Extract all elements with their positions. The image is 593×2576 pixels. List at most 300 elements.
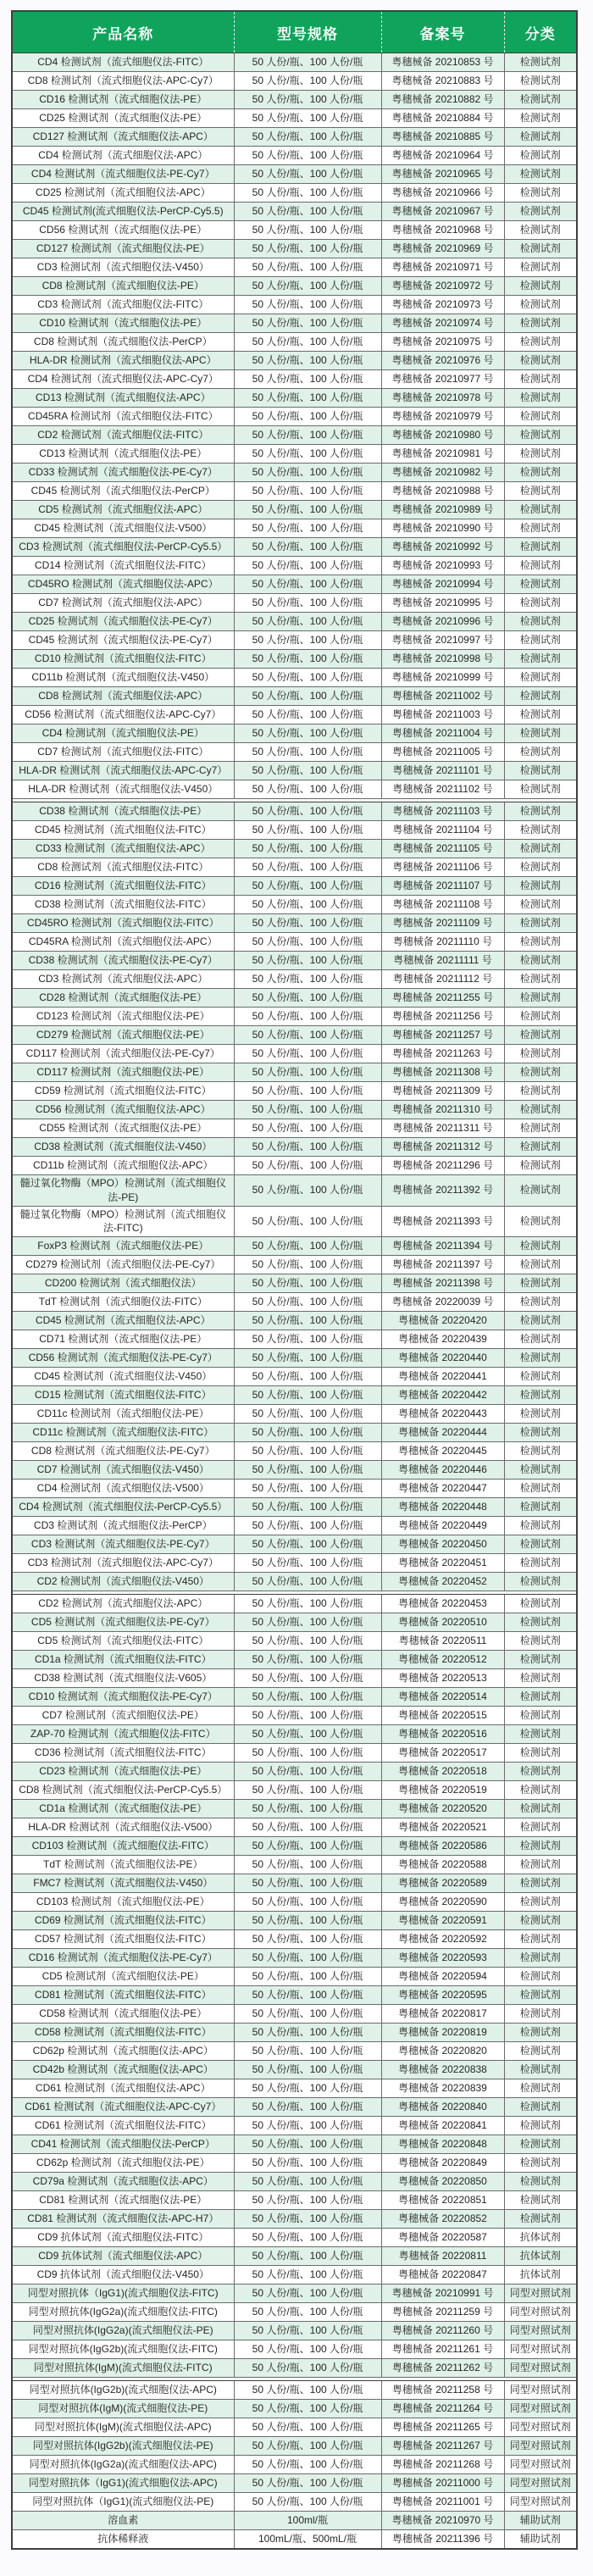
- table-row: [12, 952, 577, 970]
- table-row: [12, 2456, 577, 2474]
- spec-cell: 50 人份/瓶、100 人份/瓶: [234, 1368, 381, 1386]
- table-row: [12, 2303, 577, 2322]
- table-row: [12, 1008, 577, 1026]
- registration-cell: 粤穗械备 20210964 号: [381, 147, 504, 165]
- product-name-cell: CD15 检测试剂（流式细胞仪法-FITC）: [12, 1386, 234, 1405]
- product-name-cell: CD38 检测试剂（流式细胞仪法-PE-Cy7）: [12, 952, 234, 970]
- table-row: [12, 1293, 577, 1312]
- product-name-cell: CD45 检测试剂（流式细胞仪法-FITC）: [12, 821, 234, 840]
- registration-cell: 粤穗械备 20220848: [381, 2135, 504, 2154]
- registration-cell: 粤穗械备 20211003 号: [381, 706, 504, 724]
- registration-cell: 粤穗械备 20220588: [381, 1856, 504, 1874]
- category-cell: 检测试剂: [504, 1573, 577, 1591]
- registration-cell: 粤穗械备 20220440: [381, 1349, 504, 1368]
- product-name-cell: CD61 检测试剂（流式细胞仪法-APC-Cy7）: [12, 2098, 234, 2117]
- table-row: [12, 165, 577, 184]
- spec-cell: 50 人份/瓶、100 人份/瓶: [234, 72, 381, 91]
- product-name-cell: CD61 检测试剂（流式细胞仪法-FITC）: [12, 2117, 234, 2135]
- product-name-cell: CD79a 检测试剂（流式细胞仪法-APC）: [12, 2173, 234, 2191]
- registration-cell: 粤穗械备 20220838: [381, 2061, 504, 2079]
- spec-cell: 50 人份/瓶、100 人份/瓶: [234, 1968, 381, 1986]
- registration-cell: 粤穗械备 20220039 号: [381, 1293, 504, 1312]
- product-name-cell: 同型对照抗体(IgG2b)(流式细胞仪法-APC): [12, 2381, 234, 2400]
- category-cell: 检测试剂: [504, 1138, 577, 1157]
- registration-cell: 粤穗械备 20211260 号: [381, 2322, 504, 2340]
- category-cell: 检测试剂: [504, 1595, 577, 1613]
- category-cell: 检测试剂: [504, 2191, 577, 2210]
- registration-cell: 粤穗械备 20210885 号: [381, 128, 504, 147]
- category-cell: 检测试剂: [504, 445, 577, 464]
- product-name-cell: CD59 检测试剂（流式细胞仪法-FITC）: [12, 1082, 234, 1101]
- product-name-cell: CD14 检测试剂（流式细胞仪法-FITC）: [12, 557, 234, 575]
- product-name-cell: CD2 检测试剂（流式细胞仪法-FITC）: [12, 426, 234, 445]
- registration-cell: 粤穗械备 20211265 号: [381, 2418, 504, 2437]
- category-cell: 检测试剂: [504, 858, 577, 877]
- registration-cell: 粤穗械备 20210965 号: [381, 165, 504, 184]
- table-row: [12, 2210, 577, 2229]
- table-row: [12, 1274, 577, 1293]
- category-cell: 检测试剂: [504, 1082, 577, 1101]
- table-row: [12, 914, 577, 933]
- registration-cell: 粤穗械备 20220515: [381, 1707, 504, 1725]
- table-row: [12, 1930, 577, 1949]
- spec-cell: 50 人份/瓶、100 人份/瓶: [234, 802, 381, 821]
- spec-cell: 50 人份/瓶、100 人份/瓶: [234, 2285, 381, 2303]
- spec-cell: 50 人份/瓶、100 人份/瓶: [234, 1119, 381, 1138]
- spec-cell: 50 人份/瓶、100 人份/瓶: [234, 1669, 381, 1688]
- table-row: [12, 2512, 577, 2530]
- product-name-cell: CD4 检测试剂（流式细胞仪法-APC）: [12, 147, 234, 165]
- spec-cell: 50 人份/瓶、100 人份/瓶: [234, 2247, 381, 2266]
- category-cell: 检测试剂: [504, 519, 577, 538]
- spec-cell: 50 人份/瓶、100 人份/瓶: [234, 91, 381, 109]
- category-cell: 检测试剂: [504, 613, 577, 631]
- spec-cell: 50 人份/瓶、100 人份/瓶: [234, 1949, 381, 1968]
- product-name-cell: CD42b 检测试剂（流式细胞仪法-APC）: [12, 2061, 234, 2079]
- table-row: [12, 352, 577, 370]
- category-cell: 检测试剂: [504, 1986, 577, 2005]
- product-name-cell: 溶血素: [12, 2512, 234, 2530]
- product-name-cell: CD45RA 检测试剂（流式细胞仪法-APC）: [12, 933, 234, 952]
- table-row: [12, 2042, 577, 2061]
- category-cell: 检测试剂: [504, 762, 577, 780]
- registration-cell: 粤穗械备 20211102 号: [381, 780, 504, 799]
- spec-cell: 50 人份/瓶、100 人份/瓶: [234, 2154, 381, 2173]
- registration-cell: 粤穗械备 20211263 号: [381, 1045, 504, 1063]
- registration-cell: 粤穗械备 20220510: [381, 1613, 504, 1632]
- product-name-cell: CD45 检测试剂(流式细胞仪法-PerCP-Cy5.5): [12, 203, 234, 221]
- category-cell: 同型对照试剂: [504, 2474, 577, 2493]
- product-name-cell: CD16 检测试剂（流式细胞仪法-FITC）: [12, 877, 234, 896]
- category-cell: 检测试剂: [504, 352, 577, 370]
- category-cell: 检测试剂: [504, 575, 577, 594]
- category-cell: 检测试剂: [504, 221, 577, 240]
- spec-cell: 50 人份/瓶、100 人份/瓶: [234, 2456, 381, 2474]
- product-name-cell: CD103 检测试剂（流式细胞仪法-PE）: [12, 1893, 234, 1912]
- category-cell: 检测试剂: [504, 389, 577, 408]
- product-name-cell: CD3 检测试剂（流式细胞仪法-V450）: [12, 258, 234, 277]
- registration-cell: 粤穗械备 20220586: [381, 1837, 504, 1856]
- registration-cell: 粤穗械备 20211393 号: [381, 1206, 504, 1237]
- spec-cell: 50 人份/瓶、100 人份/瓶: [234, 1442, 381, 1461]
- spec-cell: 50 人份/瓶、100 人份/瓶: [234, 2340, 381, 2359]
- table-row: [12, 464, 577, 482]
- spec-cell: 50 人份/瓶、100 人份/瓶: [234, 1424, 381, 1442]
- spec-cell: 50 人份/瓶、100 人份/瓶: [234, 1837, 381, 1856]
- table-row: [12, 802, 577, 821]
- table-row: [12, 2061, 577, 2079]
- registration-cell: 粤穗械备 20211258 号: [381, 2381, 504, 2400]
- spec-cell: 50 人份/瓶、100 人份/瓶: [234, 575, 381, 594]
- spec-cell: 50 人份/瓶、100 人份/瓶: [234, 1800, 381, 1818]
- table-row: [12, 1312, 577, 1330]
- spec-cell: 50 人份/瓶、100 人份/瓶: [234, 184, 381, 203]
- product-name-cell: CD9 抗体试剂（流式细胞仪法-APC）: [12, 2247, 234, 2266]
- spec-cell: 50 人份/瓶、100 人份/瓶: [234, 1781, 381, 1800]
- product-name-cell: CD45 检测试剂（流式细胞仪法-V500）: [12, 519, 234, 538]
- spec-cell: 50 人份/瓶、100 人份/瓶: [234, 2322, 381, 2340]
- table-row: [12, 2322, 577, 2340]
- spec-cell: 50 人份/瓶、100 人份/瓶: [234, 1613, 381, 1632]
- spec-cell: 50 人份/瓶、100 人份/瓶: [234, 1312, 381, 1330]
- table-row: [12, 501, 577, 519]
- table-row: [12, 389, 577, 408]
- product-name-cell: CD62p 检测试剂（流式细胞仪法-PE）: [12, 2154, 234, 2173]
- registration-cell: 粤穗械备 20220594: [381, 1968, 504, 1986]
- category-cell: 检测试剂: [504, 594, 577, 613]
- spec-cell: 50 人份/瓶、100 人份/瓶: [234, 1256, 381, 1274]
- product-name-cell: CD11c 检测试剂（流式细胞仪法-PE）: [12, 1405, 234, 1424]
- table-row: [12, 1856, 577, 1874]
- spec-cell: 50 人份/瓶、100 人份/瓶: [234, 538, 381, 557]
- category-cell: 检测试剂: [504, 370, 577, 389]
- table-row: [12, 1330, 577, 1349]
- category-cell: 检测试剂: [504, 896, 577, 914]
- spec-cell: 50 人份/瓶、100 人份/瓶: [234, 53, 381, 72]
- category-cell: 检测试剂: [504, 780, 577, 799]
- spec-cell: 50 人份/瓶、100 人份/瓶: [234, 1405, 381, 1424]
- spec-cell: 50 人份/瓶、100 人份/瓶: [234, 724, 381, 743]
- registration-cell: 粤穗械备 20211110 号: [381, 933, 504, 952]
- spec-cell: 50 人份/瓶、100 人份/瓶: [234, 389, 381, 408]
- table-row: [12, 2173, 577, 2191]
- column-header-category: 分类: [504, 11, 577, 53]
- spec-cell: 50 人份/瓶、100 人份/瓶: [234, 858, 381, 877]
- product-name-cell: CD8 检测试剂（流式细胞仪法-FITC）: [12, 858, 234, 877]
- table-row: [12, 1781, 577, 1800]
- table-row: [12, 2340, 577, 2359]
- product-name-cell: CD56 检测试剂（流式细胞仪法-APC）: [12, 1101, 234, 1119]
- registration-cell: 粤穗械备 20210884 号: [381, 109, 504, 128]
- category-cell: 检测试剂: [504, 1725, 577, 1744]
- registration-cell: 粤穗械备 20210968 号: [381, 221, 504, 240]
- spec-cell: 50 人份/瓶、100 人份/瓶: [234, 631, 381, 650]
- spec-cell: 50 人份/瓶、100 人份/瓶: [234, 165, 381, 184]
- product-name-cell: CD45 检测试剂（流式细胞仪法-PE-Cy7）: [12, 631, 234, 650]
- table-row: [12, 203, 577, 221]
- spec-cell: 50 人份/瓶、100 人份/瓶: [234, 2098, 381, 2117]
- category-cell: 检测试剂: [504, 91, 577, 109]
- spec-cell: 50 人份/瓶、100 人份/瓶: [234, 1293, 381, 1312]
- spec-cell: 50 人份/瓶、100 人份/瓶: [234, 2024, 381, 2042]
- table-row: [12, 408, 577, 426]
- registration-cell: 粤穗械备 20210982 号: [381, 464, 504, 482]
- registration-cell: 粤穗械备 20210992 号: [381, 538, 504, 557]
- table-row: [12, 1535, 577, 1554]
- table-row: [12, 687, 577, 706]
- table-row: [12, 1424, 577, 1442]
- category-cell: 检测试剂: [504, 464, 577, 482]
- registration-cell: 粤穗械备 20220514: [381, 1688, 504, 1707]
- product-name-cell: FoxP3 检测试剂（流式细胞仪法-PE）: [12, 1237, 234, 1256]
- table-row: [12, 650, 577, 669]
- spec-cell: 50 人份/瓶、100 人份/瓶: [234, 2229, 381, 2247]
- spec-cell: 50 人份/瓶、100 人份/瓶: [234, 762, 381, 780]
- category-cell: 检测试剂: [504, 2117, 577, 2135]
- table-row: [12, 1237, 577, 1256]
- spec-cell: 50 人份/瓶、100 人份/瓶: [234, 687, 381, 706]
- registration-cell: 粤穗械备 20220442: [381, 1386, 504, 1405]
- product-name-cell: 同型对照抗体（IgG1)(流式细胞仪法-APC): [12, 2474, 234, 2493]
- table-row: [12, 538, 577, 557]
- table-row: [12, 519, 577, 538]
- column-header-spec: 型号规格: [234, 11, 381, 53]
- spec-cell: 50 人份/瓶、100 人份/瓶: [234, 952, 381, 970]
- category-cell: 检测试剂: [504, 650, 577, 669]
- category-cell: 同型对照试剂: [504, 2400, 577, 2418]
- table-row: [12, 53, 577, 72]
- product-name-cell: 抗体稀释液: [12, 2530, 234, 2550]
- registration-cell: 粤穗械备 20210979 号: [381, 408, 504, 426]
- spec-cell: 50 人份/瓶、100 人份/瓶: [234, 501, 381, 519]
- category-cell: 检测试剂: [504, 165, 577, 184]
- table-row: [12, 669, 577, 687]
- table-row: [12, 933, 577, 952]
- table-row: [12, 2474, 577, 2493]
- spec-cell: 50 人份/瓶、100 人份/瓶: [234, 1874, 381, 1893]
- registration-cell: 粤穗械备 20210993 号: [381, 557, 504, 575]
- product-name-cell: CD56 检测试剂（流式细胞仪法-PE）: [12, 221, 234, 240]
- spec-cell: 50 人份/瓶、100 人份/瓶: [234, 221, 381, 240]
- spec-cell: 50 人份/瓶、100 人份/瓶: [234, 277, 381, 296]
- product-name-cell: HLA-DR 检测试剂（流式细胞仪法-APC-Cy7）: [12, 762, 234, 780]
- product-name-cell: CD4 检测试剂（流式细胞仪法-PerCP-Cy5.5）: [12, 1498, 234, 1517]
- registration-cell: 粤穗械备 20220852: [381, 2210, 504, 2229]
- registration-cell: 粤穗械备 20220591: [381, 1912, 504, 1930]
- table-row: [12, 1818, 577, 1837]
- category-cell: 检测试剂: [504, 970, 577, 989]
- registration-cell: 粤穗械备 20211264 号: [381, 2400, 504, 2418]
- table-row: [12, 821, 577, 840]
- spec-cell: 50 人份/瓶、100 人份/瓶: [234, 989, 381, 1008]
- registration-cell: 粤穗械备 20211108 号: [381, 896, 504, 914]
- spec-cell: 50 人份/瓶、100 人份/瓶: [234, 296, 381, 314]
- table-row: [12, 1912, 577, 1930]
- registration-cell: 粤穗械备 20210974 号: [381, 314, 504, 333]
- category-cell: 抗体试剂: [504, 2229, 577, 2247]
- product-name-cell: ZAP-70 检测试剂（流式细胞仪法-FITC）: [12, 1725, 234, 1744]
- product-name-cell: CD16 检测试剂（流式细胞仪法-PE）: [12, 91, 234, 109]
- spec-cell: 50 人份/瓶、100 人份/瓶: [234, 1206, 381, 1237]
- registration-cell: 粤穗械备 20210882 号: [381, 91, 504, 109]
- spec-cell: 50 人份/瓶、100 人份/瓶: [234, 314, 381, 333]
- registration-cell: 粤穗械备 20220820: [381, 2042, 504, 2061]
- registration-cell: 粤穗械备 20211268 号: [381, 2456, 504, 2474]
- spec-cell: 50 人份/瓶、100 人份/瓶: [234, 1461, 381, 1480]
- registration-cell: 粤穗械备 20210967 号: [381, 203, 504, 221]
- category-cell: 检测试剂: [504, 1669, 577, 1688]
- registration-cell: 粤穗械备 20211000 号: [381, 2474, 504, 2493]
- spec-cell: 50 人份/瓶、100 人份/瓶: [234, 426, 381, 445]
- table-row: [12, 1595, 577, 1613]
- registration-cell: 粤穗械备 20211398 号: [381, 1274, 504, 1293]
- registration-cell: 粤穗械备 20210991 号: [381, 2285, 504, 2303]
- registration-cell: 粤穗械备 20210994 号: [381, 575, 504, 594]
- category-cell: 抗体试剂: [504, 2247, 577, 2266]
- product-name-cell: CD56 检测试剂（流式细胞仪法-PE-Cy7）: [12, 1349, 234, 1368]
- spec-cell: 50 人份/瓶、100 人份/瓶: [234, 240, 381, 258]
- product-name-cell: CD7 检测试剂（流式细胞仪法-V450）: [12, 1461, 234, 1480]
- spec-cell: 50 人份/瓶、100 人份/瓶: [234, 1082, 381, 1101]
- spec-cell: 50 人份/瓶、100 人份/瓶: [234, 1725, 381, 1744]
- table-row: [12, 594, 577, 613]
- category-cell: 检测试剂: [504, 1386, 577, 1405]
- product-name-cell: HLA-DR 检测试剂（流式细胞仪法-V500）: [12, 1818, 234, 1837]
- product-name-cell: CD3 检测试剂（流式细胞仪法-APC）: [12, 970, 234, 989]
- product-name-cell: CD61 检测试剂（流式细胞仪法-APC）: [12, 2079, 234, 2098]
- category-cell: 检测试剂: [504, 426, 577, 445]
- registration-cell: 粤穗械备 20210989 号: [381, 501, 504, 519]
- category-cell: 检测试剂: [504, 109, 577, 128]
- spec-cell: 50 人份/瓶、100 人份/瓶: [234, 840, 381, 858]
- category-cell: 同型对照试剂: [504, 2359, 577, 2378]
- product-name-cell: CD4 检测试剂（流式细胞仪法-V500）: [12, 1480, 234, 1498]
- table-row: [12, 780, 577, 799]
- category-cell: 检测试剂: [504, 2154, 577, 2173]
- spec-cell: 50 人份/瓶、100 人份/瓶: [234, 2173, 381, 2191]
- spec-cell: 50 人份/瓶、100 人份/瓶: [234, 1763, 381, 1781]
- spec-cell: 50 人份/瓶、100 人份/瓶: [234, 1480, 381, 1498]
- category-cell: 检测试剂: [504, 877, 577, 896]
- table-row: [12, 240, 577, 258]
- product-name-cell: CD4 检测试剂（流式细胞仪法-FITC）: [12, 53, 234, 72]
- category-cell: 同型对照试剂: [504, 2285, 577, 2303]
- registration-cell: 粤穗械备 20220451: [381, 1554, 504, 1573]
- product-name-cell: CD5 检测试剂（流式细胞仪法-PE）: [12, 1968, 234, 1986]
- category-cell: 检测试剂: [504, 53, 577, 72]
- product-name-cell: CD103 检测试剂（流式细胞仪法-FITC）: [12, 1837, 234, 1856]
- category-cell: 检测试剂: [504, 1063, 577, 1082]
- product-name-cell: CD3 检测试剂（流式细胞仪法-APC-Cy7）: [12, 1554, 234, 1573]
- category-cell: 检测试剂: [504, 258, 577, 277]
- spec-cell: 50 人份/瓶、100 人份/瓶: [234, 1651, 381, 1669]
- spec-cell: 50 人份/瓶、100 人份/瓶: [234, 1744, 381, 1763]
- product-name-cell: CD3 检测试剂（流式细胞仪法-PerCP-Cy5.5）: [12, 538, 234, 557]
- category-cell: 同型对照试剂: [504, 2322, 577, 2340]
- registration-cell: 粤穗械备 20211267 号: [381, 2437, 504, 2456]
- product-name-cell: HLA-DR 检测试剂（流式细胞仪法-APC）: [12, 352, 234, 370]
- table-row: [12, 314, 577, 333]
- product-name-cell: CD55 检测试剂（流式细胞仪法-PE）: [12, 1119, 234, 1138]
- table-row: [12, 1837, 577, 1856]
- table-row: [12, 277, 577, 296]
- category-cell: 检测试剂: [504, 1119, 577, 1138]
- registration-cell: 粤穗械备 20210972 号: [381, 277, 504, 296]
- spec-cell: 50 人份/瓶、100 人份/瓶: [234, 1026, 381, 1045]
- product-name-cell: 髓过氧化物酶（MPO）检测试剂（流式细胞仪法-PE): [12, 1175, 234, 1207]
- category-cell: 检测试剂: [504, 724, 577, 743]
- registration-cell: 粤穗械备 20211256 号: [381, 1008, 504, 1026]
- spec-cell: 50 人份/瓶、100 人份/瓶: [234, 2474, 381, 2493]
- registration-cell: 粤穗械备 20211394 号: [381, 1237, 504, 1256]
- registration-cell: 粤穗械备 20211310 号: [381, 1101, 504, 1119]
- table-row: [12, 2135, 577, 2154]
- table-row: [12, 1613, 577, 1632]
- spec-cell: 50 人份/瓶、100 人份/瓶: [234, 933, 381, 952]
- registration-cell: 粤穗械备 20220839: [381, 2079, 504, 2098]
- table-row: [12, 2437, 577, 2456]
- registration-cell: 粤穗械备 20220448: [381, 1498, 504, 1517]
- category-cell: 检测试剂: [504, 1912, 577, 1930]
- registration-cell: 粤穗械备 20210976 号: [381, 352, 504, 370]
- spec-cell: 50 人份/瓶、100 人份/瓶: [234, 650, 381, 669]
- registration-cell: 粤穗械备 20220840: [381, 2098, 504, 2117]
- product-name-cell: CD9 抗体试剂（流式细胞仪法-FITC）: [12, 2229, 234, 2247]
- spec-cell: 50 人份/瓶、100 人份/瓶: [234, 1573, 381, 1591]
- product-name-cell: 同型对照抗体（IgG1)(流式细胞仪法-PE): [12, 2493, 234, 2512]
- spec-cell: 50 人份/瓶、100 人份/瓶: [234, 203, 381, 221]
- registration-cell: 粤穗械备 20220587: [381, 2229, 504, 2247]
- product-name-cell: CD11b 检测试剂（流式细胞仪法-V450）: [12, 669, 234, 687]
- spec-cell: 50 人份/瓶、100 人份/瓶: [234, 1330, 381, 1349]
- table-row: [12, 2098, 577, 2117]
- product-name-cell: 同型对照抗体(IgM)(流式细胞仪法-APC): [12, 2418, 234, 2437]
- registration-cell: 粤穗械备 20211255 号: [381, 989, 504, 1008]
- spec-cell: 50 人份/瓶、100 人份/瓶: [234, 896, 381, 914]
- spec-cell: 50 人份/瓶、100 人份/瓶: [234, 2135, 381, 2154]
- column-header-product-name: 产品名称: [12, 11, 234, 53]
- registration-cell: 粤穗械备 20220511: [381, 1632, 504, 1651]
- table-row: [12, 296, 577, 314]
- category-cell: 检测试剂: [504, 184, 577, 203]
- product-name-cell: CD4 检测试剂（流式细胞仪法-APC-Cy7）: [12, 370, 234, 389]
- product-name-cell: CD8 检测试剂（流式细胞仪法-PE-Cy7）: [12, 1442, 234, 1461]
- table-row: [12, 743, 577, 762]
- spec-cell: 50 人份/瓶、100 人份/瓶: [234, 2061, 381, 2079]
- category-cell: 检测试剂: [504, 2005, 577, 2024]
- spec-cell: 50 人份/瓶、100 人份/瓶: [234, 1138, 381, 1157]
- spec-cell: 50 人份/瓶、100 人份/瓶: [234, 1349, 381, 1368]
- registration-cell: 粤穗械备 20210999 号: [381, 669, 504, 687]
- spec-cell: 50 人份/瓶、100 人份/瓶: [234, 333, 381, 352]
- category-cell: 检测试剂: [504, 743, 577, 762]
- category-cell: 同型对照试剂: [504, 2340, 577, 2359]
- product-name-cell: CD58 检测试剂（流式细胞仪法-FITC）: [12, 2024, 234, 2042]
- product-name-cell: CD62p 检测试剂（流式细胞仪法-APC）: [12, 2042, 234, 2061]
- registration-cell: 粤穗械备 20211309 号: [381, 1082, 504, 1101]
- registration-cell: 粤穗械备 20211101 号: [381, 762, 504, 780]
- product-name-cell: CD56 检测试剂（流式细胞仪法-APC-Cy7）: [12, 706, 234, 724]
- category-cell: 检测试剂: [504, 1874, 577, 1893]
- spec-cell: 50 人份/瓶、100 人份/瓶: [234, 669, 381, 687]
- registration-cell: 粤穗械备 20220449: [381, 1517, 504, 1535]
- category-cell: 检测试剂: [504, 1045, 577, 1063]
- product-name-cell: CD25 检测试剂（流式细胞仪法-PE）: [12, 109, 234, 128]
- product-catalog-table: [11, 10, 578, 2550]
- product-name-cell: CD7 检测试剂（流式细胞仪法-FITC）: [12, 743, 234, 762]
- product-name-cell: CD8 检测试剂（流式细胞仪法-PE）: [12, 277, 234, 296]
- registration-cell: 粤穗械备 20220595: [381, 1986, 504, 2005]
